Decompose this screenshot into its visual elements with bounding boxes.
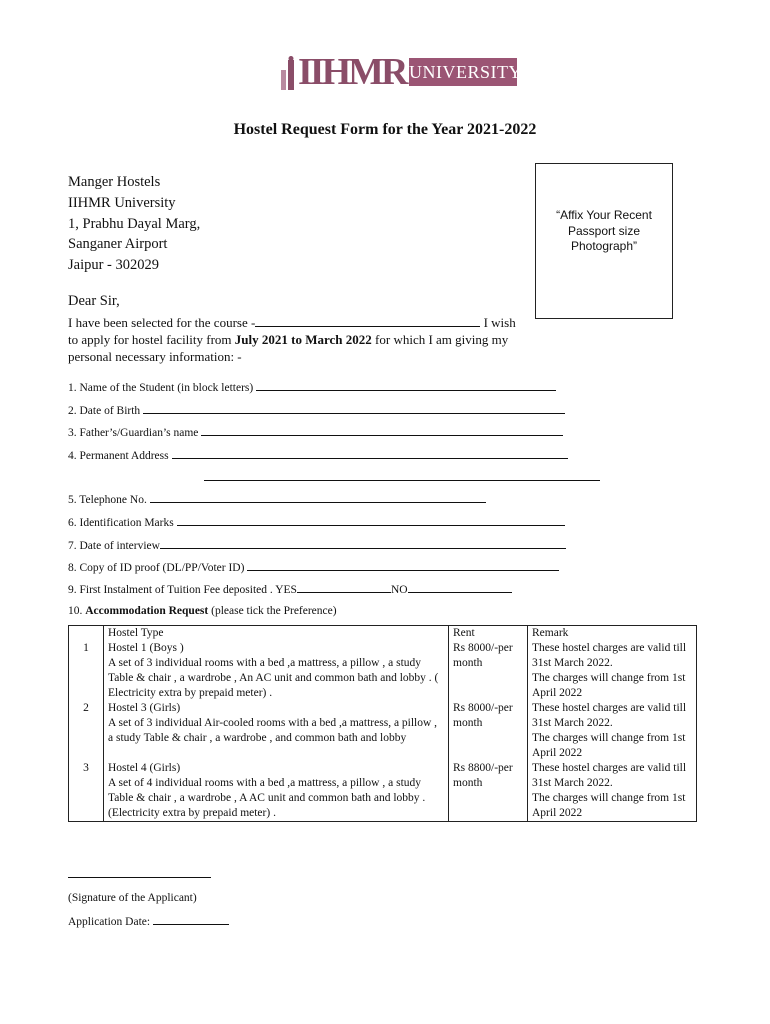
hostel-name: Hostel 4 (Girls) xyxy=(108,762,181,774)
row-number: 1 xyxy=(69,641,104,701)
remark-text: The charges will change from 1st April 2022 xyxy=(532,672,686,699)
intro-text: I wish to apply for hostel facility from xyxy=(68,315,516,347)
table-row[interactable] xyxy=(69,761,697,822)
address-line: Sanganer Airport xyxy=(68,236,168,253)
photo-box xyxy=(535,163,673,319)
field-label: 2. Date of Birth xyxy=(68,405,141,417)
salutation: Dear Sir, xyxy=(68,293,120,309)
signature-label: (Signature of the Applicant) xyxy=(68,892,197,904)
field-guardian-name xyxy=(68,425,563,439)
field-blank[interactable] xyxy=(204,470,600,481)
hostel-type-cell xyxy=(104,701,449,761)
field-label: 3. Father’s/Guardian’s name xyxy=(68,427,199,439)
logo-name: IIHMR xyxy=(298,51,406,93)
hostel-desc: A set of 3 individual Air-cooled rooms with a bed ,a mattress, a pillow , a study Table & chair , a wardrobe , and common bath and lobby xyxy=(108,717,438,744)
table-header-cell: Rent xyxy=(449,626,528,642)
field-date-of-interview xyxy=(68,538,566,552)
hostel-type-cell xyxy=(104,761,449,822)
address-line: IIHMR University xyxy=(68,194,176,211)
field-label-no: NO xyxy=(390,584,408,596)
field-blank[interactable] xyxy=(172,448,568,459)
field-blank[interactable] xyxy=(201,425,563,436)
field-tuition-fee xyxy=(68,582,512,596)
field-label: 9. First Instalment of Tuition Fee deposited . YES xyxy=(68,584,297,596)
field-id-proof xyxy=(68,560,559,574)
course-blank[interactable] xyxy=(255,316,480,327)
heading-note: (please tick the Preference) xyxy=(208,605,337,617)
field-blank[interactable] xyxy=(160,538,566,549)
field-address-continued xyxy=(204,470,600,484)
accommodation-table xyxy=(68,625,697,822)
hostel-type-cell xyxy=(104,641,449,701)
application-date-label: Application Date: xyxy=(68,916,153,928)
heading-bold: Accommodation Request xyxy=(85,605,209,617)
accommodation-heading xyxy=(68,604,337,618)
table-cell xyxy=(69,626,104,642)
row-number: 3 xyxy=(69,761,104,822)
remark-text: These hostel charges are valid till 31st March 2022. xyxy=(532,702,687,729)
remark-text: The charges will change from 1st April 2022 xyxy=(532,732,686,759)
hostel-name: Hostel 3 (Girls) xyxy=(108,702,181,714)
field-label: 7. Date of interview xyxy=(68,540,160,552)
photo-text-line: “Affix Your Recent xyxy=(556,208,652,222)
address-line: 1, Prabhu Dayal Marg, xyxy=(68,215,201,232)
remark-cell xyxy=(528,641,697,701)
photo-box-text xyxy=(536,208,672,255)
address-line: Jaipur - 302029 xyxy=(68,257,160,274)
remark-cell xyxy=(528,701,697,761)
rent-cell: Rs 8000/-per month xyxy=(449,701,528,761)
field-blank[interactable] xyxy=(150,492,486,503)
recipient-address xyxy=(68,172,200,276)
rent-cell: Rs 8800/-per month xyxy=(449,761,528,822)
remark-text: The charges will change from 1st April 2022 xyxy=(532,792,686,819)
table-header-row xyxy=(69,626,697,642)
no-blank[interactable] xyxy=(408,582,512,593)
table-row[interactable] xyxy=(69,641,697,701)
intro-text: I have been selected for the course - xyxy=(68,315,256,330)
yes-blank[interactable] xyxy=(297,582,391,593)
hostel-desc: A set of 3 individual rooms with a bed ,a mattress, a pillow , a study Table & chair , a wardrobe , An AC unit and common bath and lobby . ( Electricity extra by prepaid meter) . xyxy=(108,657,439,699)
field-label: 6. Identification Marks xyxy=(68,517,174,529)
heading-prefix: 10. xyxy=(68,605,86,617)
field-identification-marks xyxy=(68,515,565,529)
application-date-blank[interactable] xyxy=(153,914,229,925)
field-label: 8. Copy of ID proof (DL/PP/Voter ID) xyxy=(68,562,245,574)
logo-mark-icon xyxy=(278,56,300,90)
form-title: Hostel Request Form for the Year 2021-2022 xyxy=(233,121,537,138)
field-label: 5. Telephone No. xyxy=(68,494,147,506)
address-line: Manger Hostels xyxy=(68,174,161,190)
photo-text-line: Passport size xyxy=(567,223,641,238)
table-header-cell: Remark xyxy=(528,626,697,642)
remark-text: These hostel charges are valid till 31st March 2022. xyxy=(532,762,687,789)
field-student-name xyxy=(68,380,556,394)
field-blank[interactable] xyxy=(247,560,559,571)
logo-tag: UNIVERSITY xyxy=(409,58,517,86)
row-number: 2 xyxy=(69,701,104,761)
intro-paragraph xyxy=(68,314,528,365)
field-telephone xyxy=(68,492,486,506)
rent-cell: Rs 8000/-per month xyxy=(449,641,528,701)
field-blank[interactable] xyxy=(256,380,556,391)
table-row[interactable] xyxy=(69,701,697,761)
field-blank[interactable] xyxy=(177,515,565,526)
signature-line[interactable] xyxy=(68,877,211,878)
university-logo xyxy=(278,51,522,93)
hostel-name: Hostel 1 (Boys ) xyxy=(108,642,184,654)
field-label: 1. Name of the Student (in block letters) xyxy=(68,382,254,394)
field-blank[interactable] xyxy=(143,403,565,414)
hostel-desc: A set of 4 individual rooms with a bed ,a mattress, a pillow , a study Table & chair , a wardrobe , A AC unit and common bath and lobby . (Electricity extra by prepaid meter) . xyxy=(108,777,426,819)
photo-text-line: Photograph” xyxy=(570,239,638,253)
application-date xyxy=(68,914,229,928)
intro-dates: July 2021 to March 2022 xyxy=(234,332,372,347)
remark-cell xyxy=(528,761,697,822)
table-header-cell: Hostel Type xyxy=(104,626,449,642)
intro-text: for which I am giving my personal necessary information: - xyxy=(68,332,509,364)
field-label: 4. Permanent Address xyxy=(68,450,169,462)
remark-text: These hostel charges are valid till 31st March 2022. xyxy=(532,642,687,669)
field-date-of-birth xyxy=(68,403,565,417)
field-permanent-address xyxy=(68,448,568,462)
